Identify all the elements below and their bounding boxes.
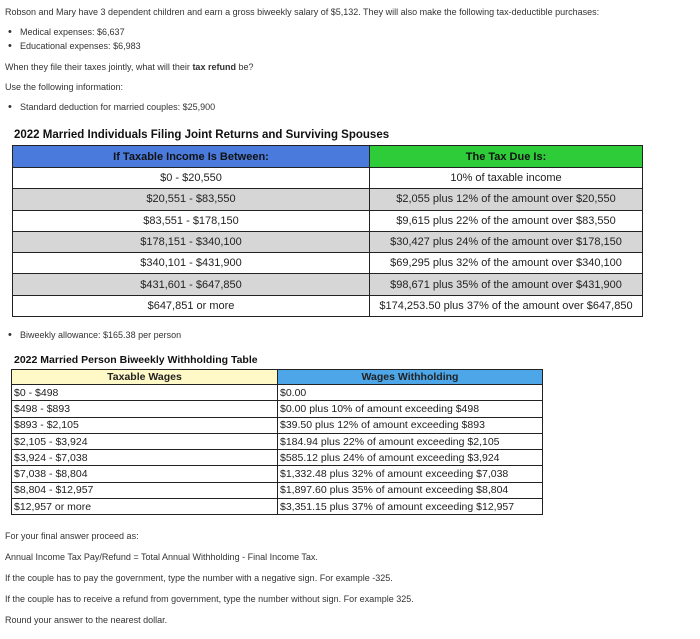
tax-header-due: The Tax Due Is:: [370, 146, 643, 168]
table-row: [13, 274, 643, 295]
tax-due: $98,671 plus 35% of the amount over $431,900: [370, 274, 643, 295]
question-bold: tax refund: [192, 62, 236, 72]
table-row: [12, 385, 543, 401]
table-row: [12, 499, 543, 515]
withholding-wages: $12,957 or more: [12, 499, 278, 515]
tax-range: $647,851 or more: [13, 295, 370, 316]
purchase-item-educational: • Educational expenses: $6,983: [20, 41, 141, 51]
tax-range: $431,601 - $647,850: [13, 274, 370, 295]
withholding-amount: $0.00 plus 10% of amount exceeding $498: [278, 401, 543, 417]
tax-table-header-row: [13, 146, 643, 168]
tax-due: $174,253.50 plus 37% of the amount over $647,850: [370, 295, 643, 316]
withholding-table-title: 2022 Married Person Biweekly Withholding Table: [14, 354, 258, 366]
table-row: [12, 450, 543, 466]
withholding-wages: $3,924 - $7,038: [12, 450, 278, 466]
table-row: [12, 401, 543, 417]
table-row: [13, 189, 643, 210]
withholding-amount: $1,897.60 plus 35% of amount exceeding $8,804: [278, 482, 543, 498]
tax-due: 10% of taxable income: [370, 168, 643, 189]
table-row: [13, 295, 643, 316]
tax-due: $9,615 plus 22% of the amount over $83,550: [370, 210, 643, 231]
final-round-note: Round your answer to the nearest dollar.: [5, 615, 168, 625]
standard-deduction-item: • Standard deduction for married couples: $25,900: [20, 102, 215, 112]
withholding-wages: $8,804 - $12,957: [12, 482, 278, 498]
final-proceed-text: For your final answer proceed as:: [5, 531, 139, 541]
biweekly-allowance-item: • Biweekly allowance: $165.38 per person: [20, 330, 181, 340]
tax-range: $178,151 - $340,100: [13, 231, 370, 252]
use-info-text: Use the following information:: [5, 82, 124, 92]
withholding-wages: $2,105 - $3,924: [12, 433, 278, 449]
withholding-table: [11, 369, 543, 515]
final-pay-note: If the couple has to pay the government, type the number with a negative sign. For example -325.: [5, 573, 393, 583]
tax-table: [12, 145, 643, 317]
question-text: [5, 62, 254, 72]
tax-header-income: If Taxable Income Is Between:: [13, 146, 370, 168]
tax-due: $2,055 plus 12% of the amount over $20,550: [370, 189, 643, 210]
withholding-header-withholding: Wages Withholding: [278, 370, 543, 385]
withholding-wages: $893 - $2,105: [12, 417, 278, 433]
question-pre: When they file their taxes jointly, what will their: [5, 62, 190, 72]
withholding-wages: $7,038 - $8,804: [12, 466, 278, 482]
tax-due: $30,427 plus 24% of the amount over $178,150: [370, 231, 643, 252]
tax-table-title: 2022 Married Individuals Filing Joint Returns and Surviving Spouses: [14, 129, 390, 141]
question-post: be?: [238, 62, 254, 72]
tax-range: $340,101 - $431,900: [13, 253, 370, 274]
withholding-amount: $1,332.48 plus 32% of amount exceeding $7,038: [278, 466, 543, 482]
withholding-header-wages: Taxable Wages: [12, 370, 278, 385]
withholding-amount: $3,351.15 plus 37% of amount exceeding $12,957: [278, 499, 543, 515]
withholding-wages: $0 - $498: [12, 385, 278, 401]
tax-due: $69,295 plus 32% of the amount over $340,100: [370, 253, 643, 274]
table-row: [13, 231, 643, 252]
withholding-amount: $39.50 plus 12% of amount exceeding $893: [278, 417, 543, 433]
table-row: [13, 253, 643, 274]
withholding-wages: $498 - $893: [12, 401, 278, 417]
purchase-item-medical: • Medical expenses: $6,637: [20, 27, 125, 37]
withholding-amount: $585.12 plus 24% of amount exceeding $3,924: [278, 450, 543, 466]
final-refund-note: If the couple has to receive a refund from government, type the number without sign. For example 325.: [5, 594, 414, 604]
withholding-amount: $184.94 plus 22% of amount exceeding $2,105: [278, 433, 543, 449]
withholding-header-row: [12, 370, 543, 385]
tax-range: $20,551 - $83,550: [13, 189, 370, 210]
tax-range: $83,551 - $178,150: [13, 210, 370, 231]
tax-range: $0 - $20,550: [13, 168, 370, 189]
table-row: [12, 466, 543, 482]
final-formula-text: Annual Income Tax Pay/Refund = Total Annual Withholding - Final Income Tax.: [5, 552, 318, 562]
table-row: [12, 417, 543, 433]
table-row: [13, 168, 643, 189]
intro-text: Robson and Mary have 3 dependent children and earn a gross biweekly salary of $5,132. They will also make the following tax-deductible purchases:: [5, 7, 600, 17]
table-row: [13, 210, 643, 231]
table-row: [12, 433, 543, 449]
table-row: [12, 482, 543, 498]
withholding-amount: $0.00: [278, 385, 543, 401]
